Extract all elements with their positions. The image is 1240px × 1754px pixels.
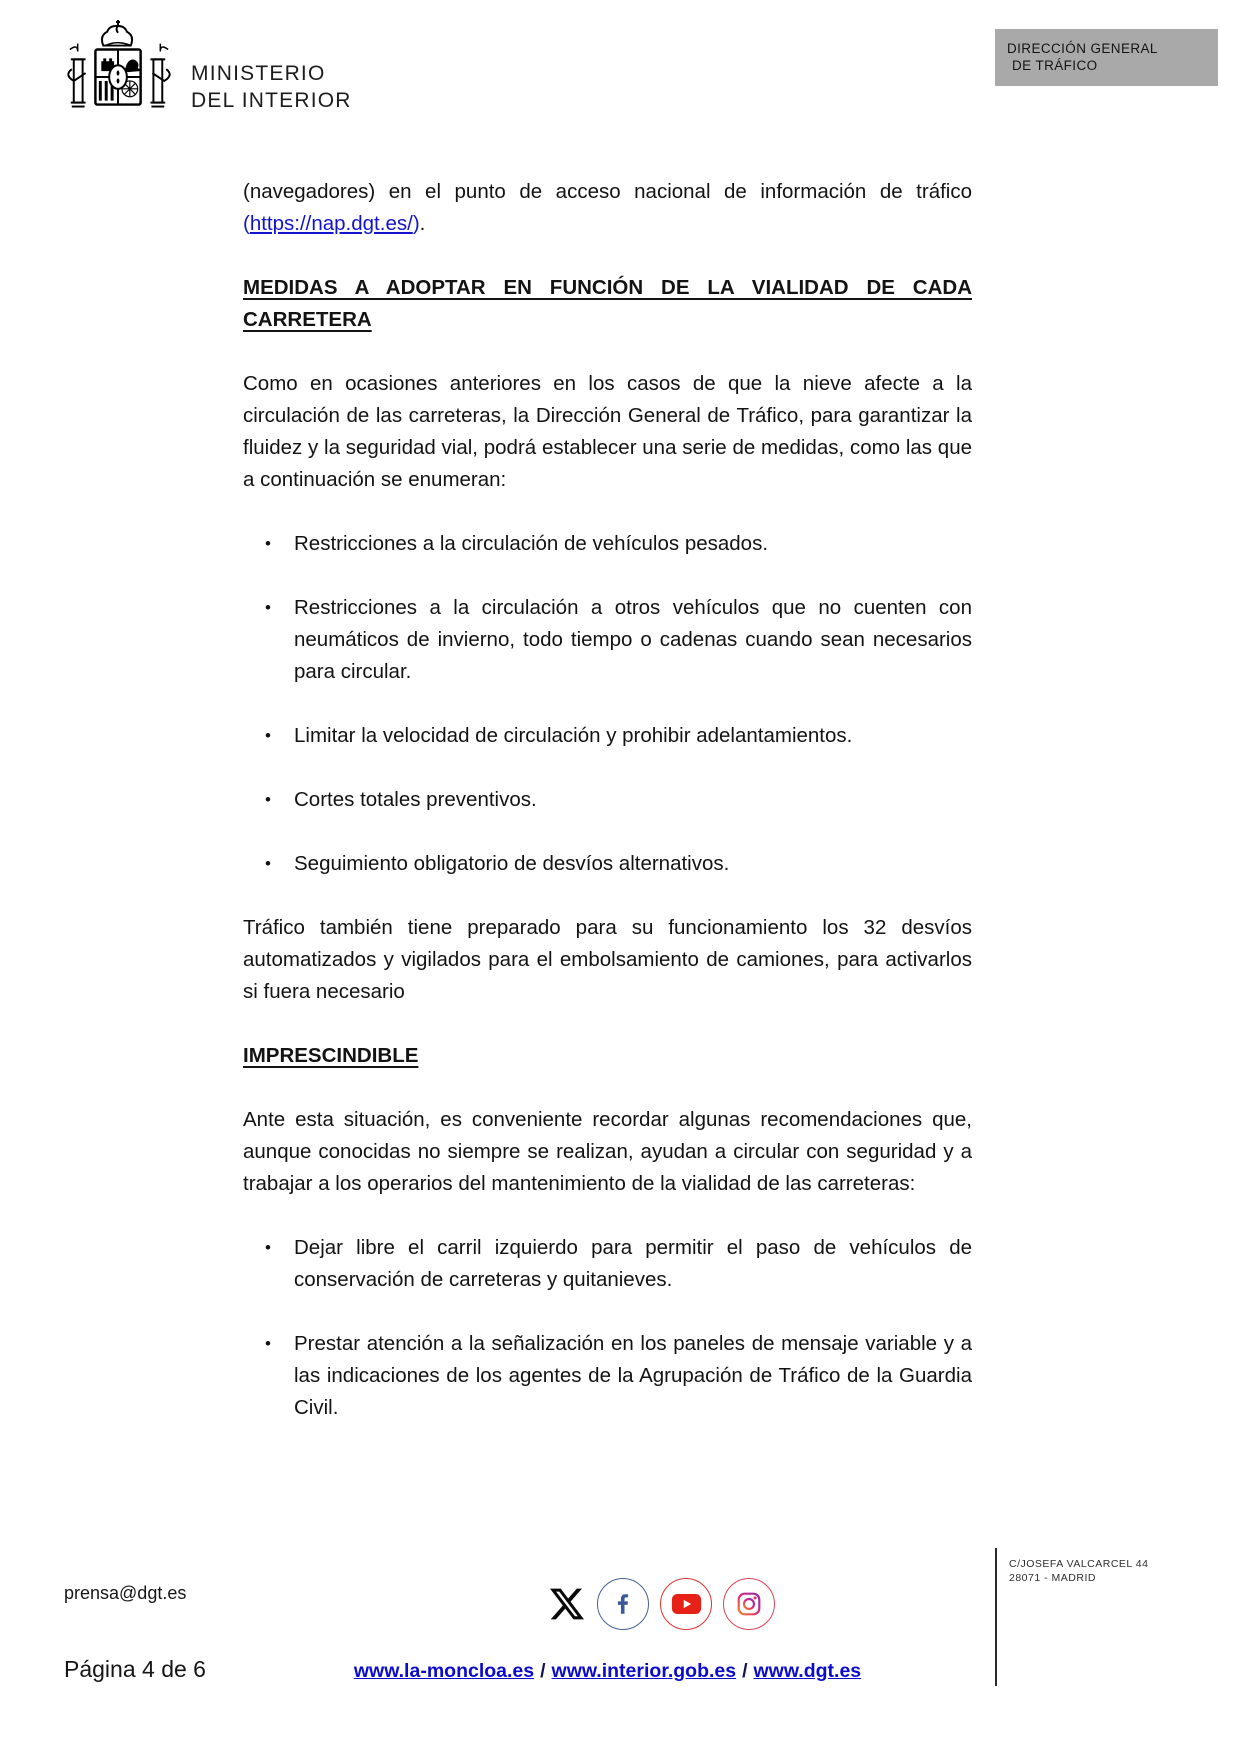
facebook-icon[interactable] bbox=[597, 1578, 649, 1630]
spain-coat-of-arms-logo bbox=[60, 20, 178, 138]
heading-medidas-line1: MEDIDAS A ADOPTAR EN FUNCIÓN DE LA VIALIDAD DE CADA bbox=[243, 276, 972, 299]
list-item: • Seguimiento obligatorio de desvíos alternativos. bbox=[243, 848, 972, 880]
paragraph-trafico: Tráfico también tiene preparado para su funcionamiento los 32 desvíos automatizados y vigilados para el embolsamiento de camiones, para activarlos si fuera necesario bbox=[243, 916, 972, 1003]
list-item: • Dejar libre el carril izquierdo para permitir el paso de vehículos de conservación de carreteras y quitanieves. bbox=[243, 1232, 972, 1296]
heading-medidas-line2: CARRETERA bbox=[243, 308, 372, 331]
official-links bbox=[243, 1660, 972, 1683]
list-item: • Restricciones a la circulación a otros vehículos que no cuenten con neumáticos de invierno, todo tiempo o cadenas cuando sean necesarios para circular. bbox=[243, 592, 972, 688]
bullet-icon: • bbox=[265, 790, 271, 809]
bullet-icon: • bbox=[265, 598, 271, 617]
address-line2: 28071 - MADRID bbox=[1009, 1571, 1096, 1584]
bullet-icon: • bbox=[265, 534, 271, 553]
heading-imprescindible: IMPRESCINDIBLE bbox=[243, 1044, 419, 1067]
bullet-icon: • bbox=[265, 726, 271, 745]
address-line1: C/JOSEFA VALCARCEL 44 bbox=[1009, 1558, 1149, 1570]
link-separator: / bbox=[742, 1660, 748, 1682]
instagram-icon[interactable] bbox=[723, 1578, 775, 1630]
paragraph-como: Como en ocasiones anteriores en los casos de que la nieve afecte a la circulación de las carreteras, la Dirección General de Tráfico, para garantizar la fluidez y la seguridad vial, podrá establecer una serie de medidas, como las que a continuación se enumeran: bbox=[243, 372, 972, 491]
social-icons-row bbox=[548, 1578, 775, 1630]
footer-divider-line bbox=[995, 1548, 997, 1686]
link-dgt[interactable]: www.dgt.es bbox=[753, 1660, 862, 1682]
nap-dgt-link[interactable]: https://nap.dgt.es/ bbox=[249, 212, 413, 235]
list-item: • Prestar atención a la señalización en los paneles de mensaje variable y a las indicaciones de los agentes de la Agrupación de Tráfico de la Guardia Civil. bbox=[243, 1328, 972, 1424]
agency-banner bbox=[995, 29, 1218, 86]
intro-line2: (https://nap.dgt.es/). bbox=[243, 212, 426, 235]
agency-line1: DIRECCIÓN GENERAL bbox=[1007, 41, 1158, 56]
intro-line1: (navegadores) en el punto de acceso nacional de información de tráfico bbox=[243, 180, 972, 203]
ministry-line2: DEL INTERIOR bbox=[191, 89, 352, 112]
press-email[interactable]: prensa@dgt.es bbox=[64, 1583, 187, 1603]
paragraph-intro bbox=[243, 176, 972, 240]
ministry-line1: MINISTERIO bbox=[191, 62, 326, 85]
ministry-name bbox=[191, 60, 352, 114]
bullet-icon: • bbox=[265, 1238, 271, 1257]
list-item: • Restricciones a la circulación de vehículos pesados. bbox=[243, 528, 972, 560]
agency-line2: DE TRÁFICO bbox=[1012, 57, 1098, 73]
heading-medidas bbox=[243, 272, 972, 336]
link-interior[interactable]: www.interior.gob.es bbox=[551, 1660, 737, 1682]
page-number: Página 4 de 6 bbox=[64, 1656, 206, 1682]
office-address bbox=[1009, 1558, 1148, 1585]
x-twitter-icon[interactable] bbox=[548, 1585, 586, 1623]
list-item: • Limitar la velocidad de circulación y prohibir adelantamientos. bbox=[243, 720, 972, 752]
document-body bbox=[243, 176, 972, 1456]
youtube-icon[interactable] bbox=[660, 1578, 712, 1630]
bullet-icon: • bbox=[265, 1334, 271, 1353]
link-separator: / bbox=[540, 1660, 546, 1682]
list-item: • Cortes totales preventivos. bbox=[243, 784, 972, 816]
link-la-moncloa[interactable]: www.la-moncloa.es bbox=[353, 1660, 535, 1682]
paragraph-ante: Ante esta situación, es conveniente recordar algunas recomendaciones que, aunque conocidas no siempre se realizan, ayudan a circular con seguridad y a trabajar a los operarios del mantenimiento de la vialidad de las carreteras: bbox=[243, 1108, 972, 1195]
bullet-icon: • bbox=[265, 854, 271, 873]
